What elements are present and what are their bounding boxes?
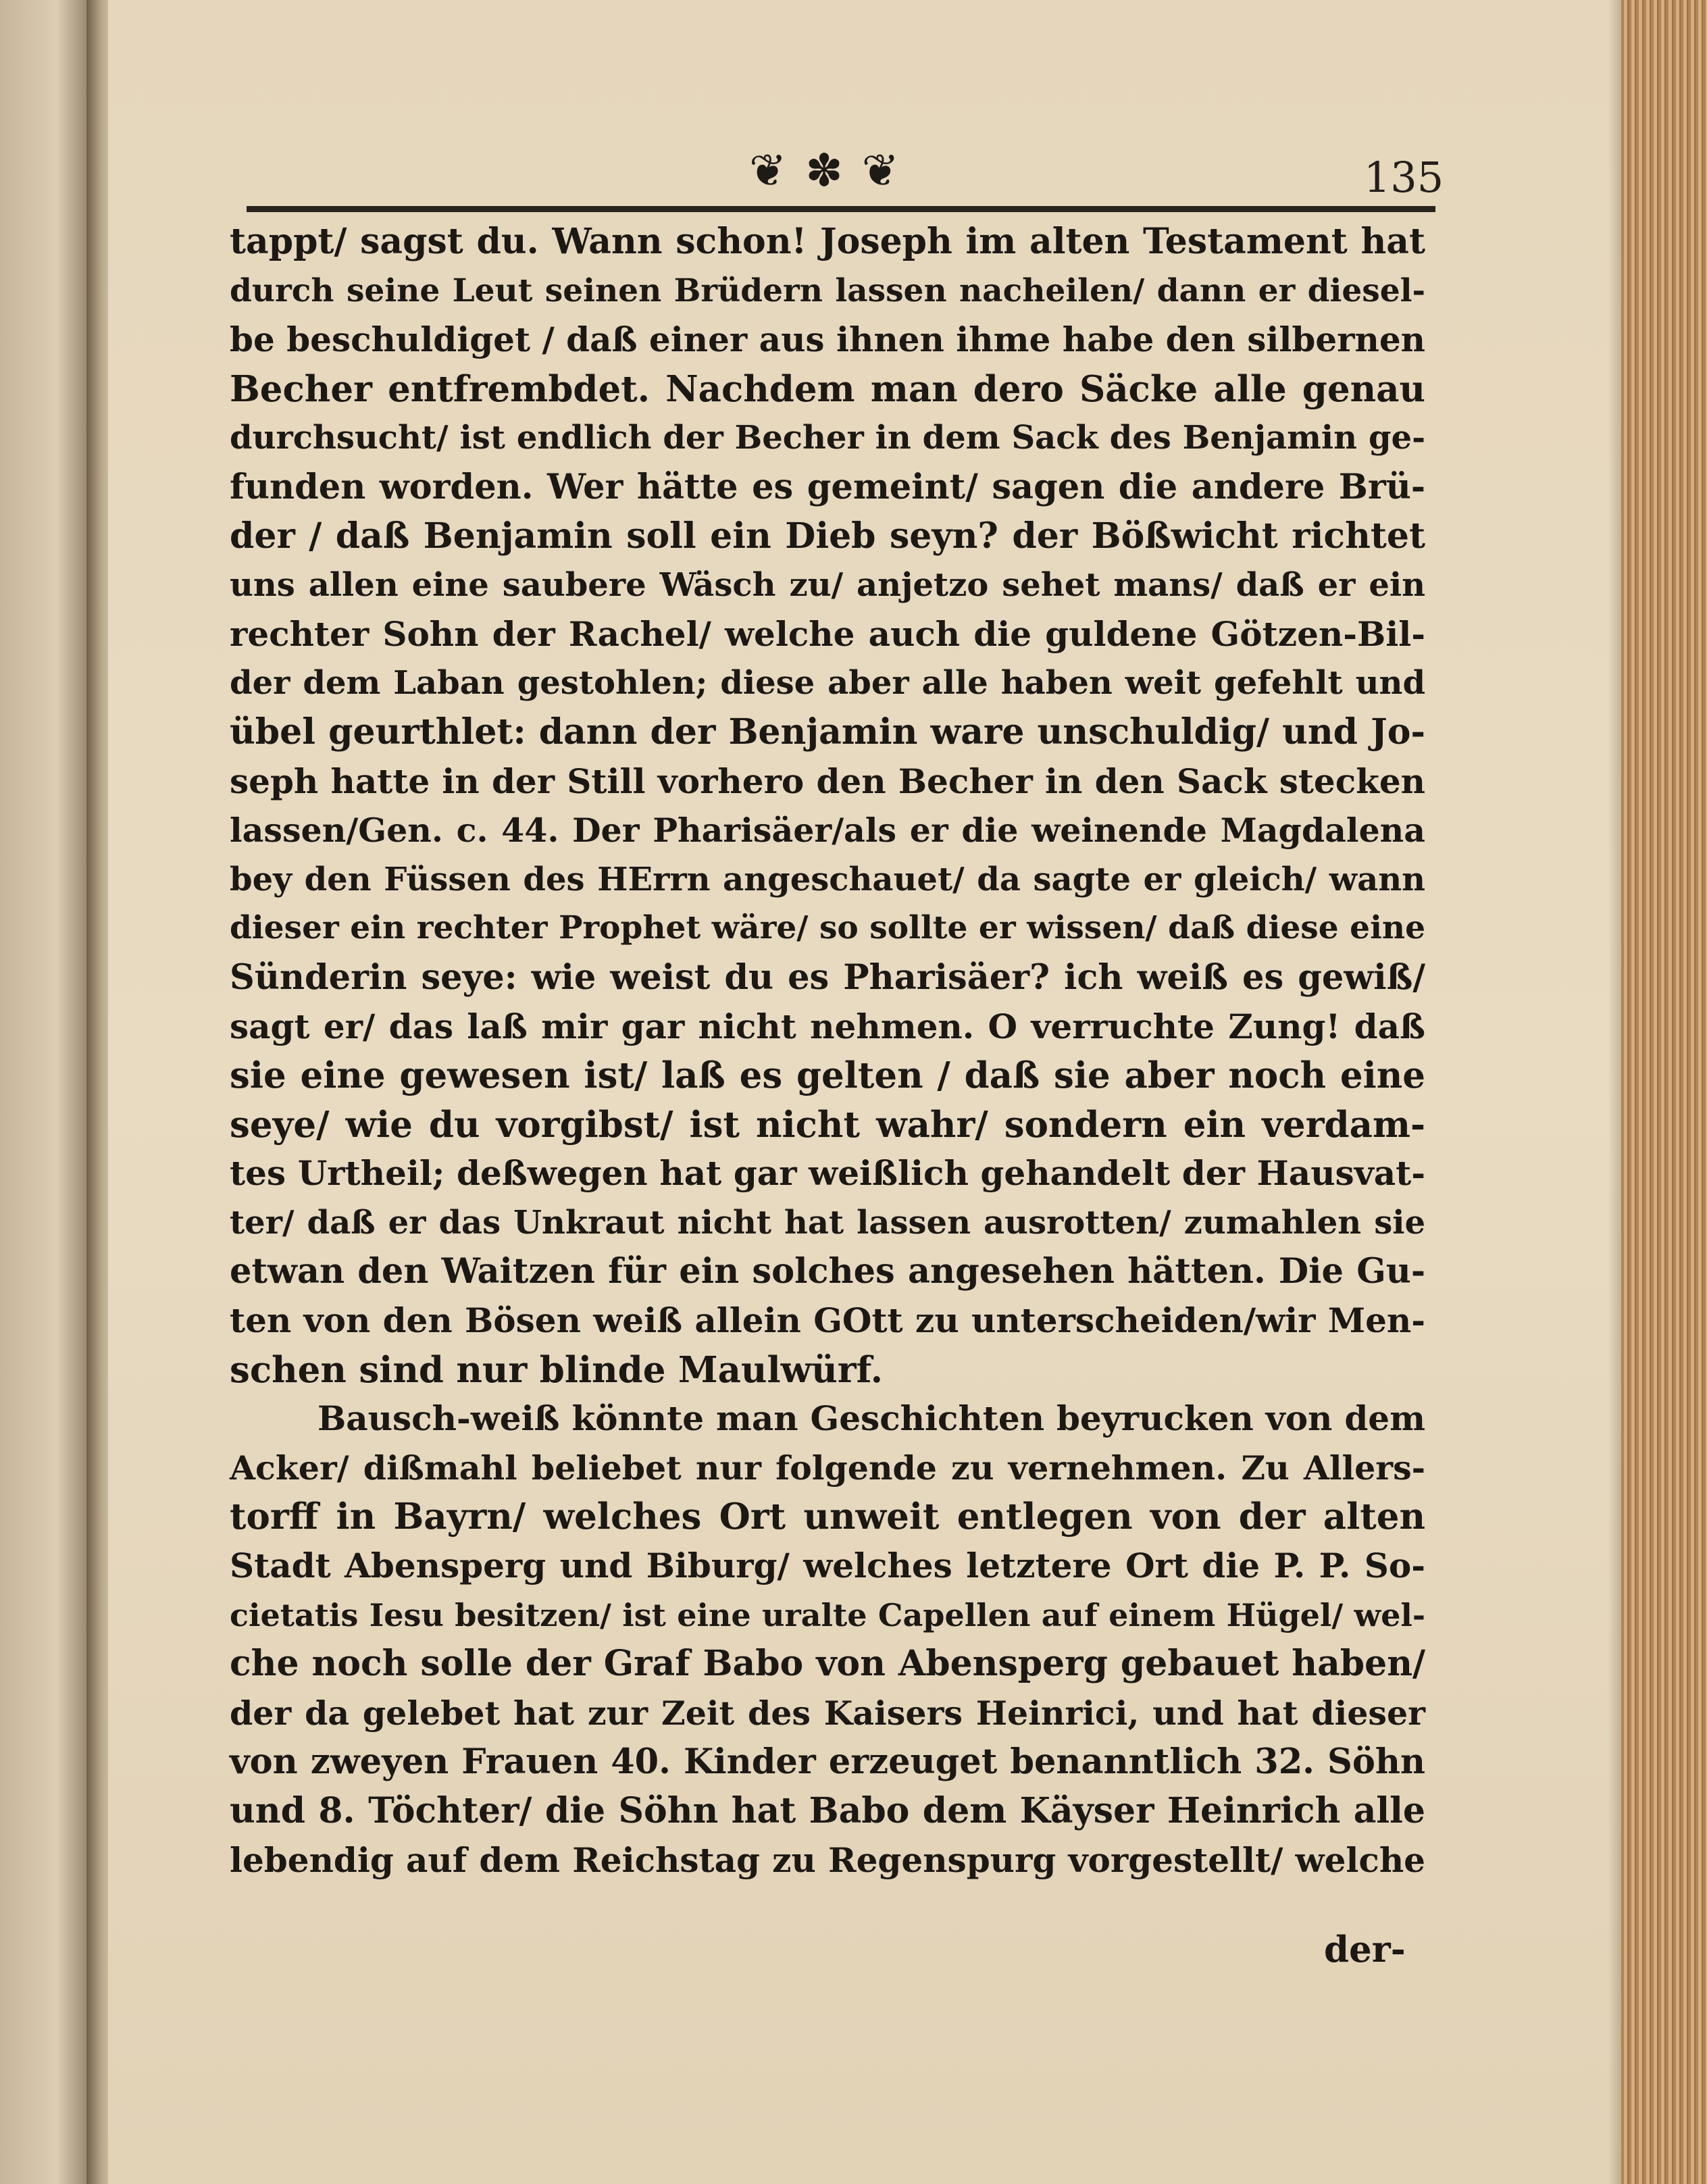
facing-page-edge xyxy=(0,0,95,2184)
header-ornament xyxy=(689,141,959,201)
text-line: Becher entfrembdet. Nachdem man dero Säcke alle genau xyxy=(230,367,1425,410)
text-line: funden worden. Wer hätte es gemeint/ sagen die andere Brü- xyxy=(230,466,1425,507)
text-line: be beschuldiget / daß einer aus ihnen ihme habe den silbernen xyxy=(230,320,1425,360)
text-line: dieser ein rechter Prophet wäre/ so sollte er wissen/ daß diese eine xyxy=(230,909,1425,947)
text-line: Sünderin seye: wie weist du es Pharisäer? ich weiß es gewiß/ xyxy=(230,957,1425,998)
text-line: durch seine Leut seinen Brüdern lassen nacheilen/ dann er diesel- xyxy=(230,272,1425,309)
catchword: der- xyxy=(1324,1929,1406,1971)
text-line: seye/ wie du vorgibst/ ist nicht wahr/ sondern ein verdam- xyxy=(230,1103,1425,1146)
header-rule xyxy=(247,206,1435,212)
page-number: 135 xyxy=(1363,153,1444,202)
text-line: übel geurthlet: dann der Benjamin ware unschuldig/ und Jo- xyxy=(230,711,1425,753)
text-line: che noch solle der Graf Babo von Abensperg gebauet haben/ xyxy=(230,1643,1425,1685)
text-line: von zweyen Frauen 40. Kinder erzeuget benanntlich 32. Söhn xyxy=(230,1742,1425,1783)
text-line: tes Urtheil; deßwegen hat gar weißlich gehandelt der Hausvat- xyxy=(230,1153,1425,1194)
text-line: sagt er/ das laß mir gar nicht nehmen. O verruchte Zung! daß xyxy=(230,1006,1425,1046)
page-stack-edges xyxy=(1621,0,1707,2184)
text-line: torff in Bayrn/ welches Ort unweit entlegen von der alten xyxy=(230,1496,1425,1538)
fleuron-left-icon: ❦ xyxy=(749,145,787,197)
text-line: rechter Sohn der Rachel/ welche auch die guldene Götzen-Bil- xyxy=(230,613,1425,654)
text-line: ten von den Bösen weiß allein GOtt zu unterscheiden/wir Men- xyxy=(230,1300,1425,1341)
body-text xyxy=(230,218,1425,2014)
text-line: ter/ daß er das Unkraut nicht hat lassen ausrotten/ zumahlen sie xyxy=(230,1203,1425,1242)
text-line: bey den Füssen des HErrn angeschauet/ da sagte er gleich/ wann xyxy=(230,860,1425,898)
text-line: Acker/ dißmahl beliebet nur folgende zu vernehmen. Zu Allers- xyxy=(230,1448,1425,1488)
text-line: der da gelebet hat zur Zeit des Kaisers Heinrici, und hat dieser xyxy=(230,1693,1425,1733)
text-line: und 8. Töchter/ die Söhn hat Babo dem Käyser Heinrich alle xyxy=(230,1790,1425,1831)
text-line: der / daß Benjamin soll ein Dieb seyn? der Bößwicht richtet xyxy=(230,515,1425,557)
paragraph-start-line: Bausch-weiß könnte man Geschichten beyrucken von dem xyxy=(317,1398,1425,1439)
text-line: lebendig auf dem Reichstag zu Regenspurg vorgestellt/ welche xyxy=(230,1839,1425,1880)
text-line: uns allen eine saubere Wäsch zu/ anjetzo sehet mans/ daß er ein xyxy=(230,566,1425,605)
paragraph-end-line: schen sind nur blinde Maulwürf. xyxy=(230,1348,884,1391)
text-line: seph hatte in der Still vorhero den Becher in den Sack stecken xyxy=(230,761,1425,801)
text-line: sie eine gewesen ist/ laß es gelten / daß sie aber noch eine xyxy=(230,1055,1425,1097)
text-line: Stadt Abensperg und Biburg/ welches letztere Ort die P. P. So- xyxy=(230,1546,1425,1586)
text-line: durchsucht/ ist endlich der Becher in dem Sack des Benjamin ge- xyxy=(230,419,1425,457)
rosette-icon: ✽ xyxy=(805,145,843,197)
text-line: tappt/ sagst du. Wann schon! Joseph im alten Testament hat xyxy=(230,221,1425,262)
text-line: lassen/Gen. c. 44. Der Pharisäer/als er die weinende Magdalena xyxy=(230,811,1425,850)
text-line: cietatis Iesu besitzen/ ist eine uralte Capellen auf einem Hügel/ wel- xyxy=(230,1596,1425,1633)
text-line: etwan den Waitzen für ein solches angesehen hätten. Die Gu- xyxy=(230,1251,1425,1292)
fleuron-right-icon: ❦ xyxy=(861,145,899,197)
text-line: der dem Laban gestohlen; diese aber alle haben weit gefehlt und xyxy=(230,664,1425,703)
